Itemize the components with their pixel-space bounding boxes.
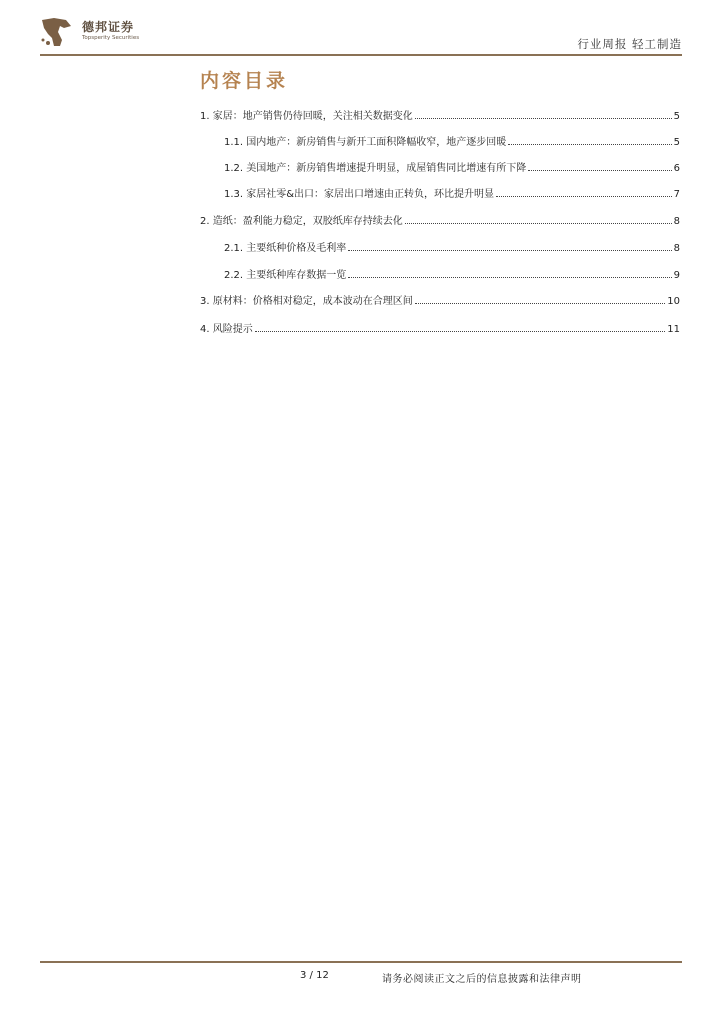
toc-entry[interactable]: [224, 134, 680, 148]
toc-entry-page: 6: [673, 163, 680, 174]
toc-entry-title: 2.1. 主要纸种价格及毛利率: [224, 243, 347, 254]
toc-entry[interactable]: [224, 186, 680, 200]
toc-entry-page: 8: [673, 216, 680, 227]
header-divider: [40, 54, 682, 56]
toc-entry-page: 5: [673, 111, 680, 122]
toc-entry-page: 8: [673, 243, 680, 254]
toc-title: 内容目录: [200, 70, 289, 92]
toc-entry-page: 10: [667, 296, 680, 307]
toc-entry-title: 1. 家居：地产销售仍待回暖，关注相关数据变化: [200, 111, 413, 122]
company-name-cn: 德邦证券: [82, 20, 135, 34]
toc-entry[interactable]: [200, 213, 680, 227]
page-number: 3 / 12: [300, 970, 329, 981]
toc-entry[interactable]: [200, 321, 680, 335]
page-header: [0, 0, 724, 60]
report-category: 行业周报 轻工制造: [577, 37, 682, 51]
footer-disclaimer: 请务必阅读正文之后的信息披露和法律声明: [382, 974, 582, 985]
toc-entry[interactable]: [224, 160, 680, 174]
toc-entry-title: 4. 风险提示: [200, 324, 253, 335]
toc-entry-title: 2.2. 主要纸种库存数据一览: [224, 270, 347, 281]
toc-entry[interactable]: [200, 108, 680, 122]
toc-leader-dots: [348, 277, 671, 278]
toc-leader-dots: [405, 223, 672, 224]
company-logo: [40, 14, 180, 50]
toc-entry[interactable]: [224, 240, 680, 254]
toc-entry-title: 1.3. 家居社零&出口：家居出口增速由正转负，环比提升明显: [224, 189, 495, 200]
toc-entry-page: 11: [667, 324, 680, 335]
toc-leader-dots: [415, 118, 672, 119]
toc-leader-dots: [415, 303, 666, 304]
toc-entry-title: 1.1. 国内地产：新房销售与新开工面积降幅收窄，地产逐步回暖: [224, 137, 507, 148]
toc-leader-dots: [508, 144, 671, 145]
toc-entry-page: 7: [673, 189, 680, 200]
toc-leader-dots: [496, 196, 672, 197]
toc-entry[interactable]: [224, 267, 680, 281]
toc-entry-title: 1.2. 美国地产：新房销售增速提升明显，成屋销售同比增速有所下降: [224, 163, 527, 174]
toc-entry-page: 5: [673, 137, 680, 148]
logo-mark-icon: [40, 14, 74, 48]
footer-divider: [40, 961, 682, 963]
toc-entry-title: 3. 原材料：价格相对稳定，成本波动在合理区间: [200, 296, 413, 307]
toc-leader-dots: [255, 331, 666, 332]
toc-entry[interactable]: [200, 293, 680, 307]
company-name-en: Topsperity Securities: [82, 35, 140, 41]
toc-entry-page: 9: [673, 270, 680, 281]
toc-leader-dots: [528, 170, 671, 171]
toc-entry-title: 2. 造纸：盈利能力稳定，双胶纸库存持续去化: [200, 216, 403, 227]
toc-leader-dots: [348, 250, 671, 251]
